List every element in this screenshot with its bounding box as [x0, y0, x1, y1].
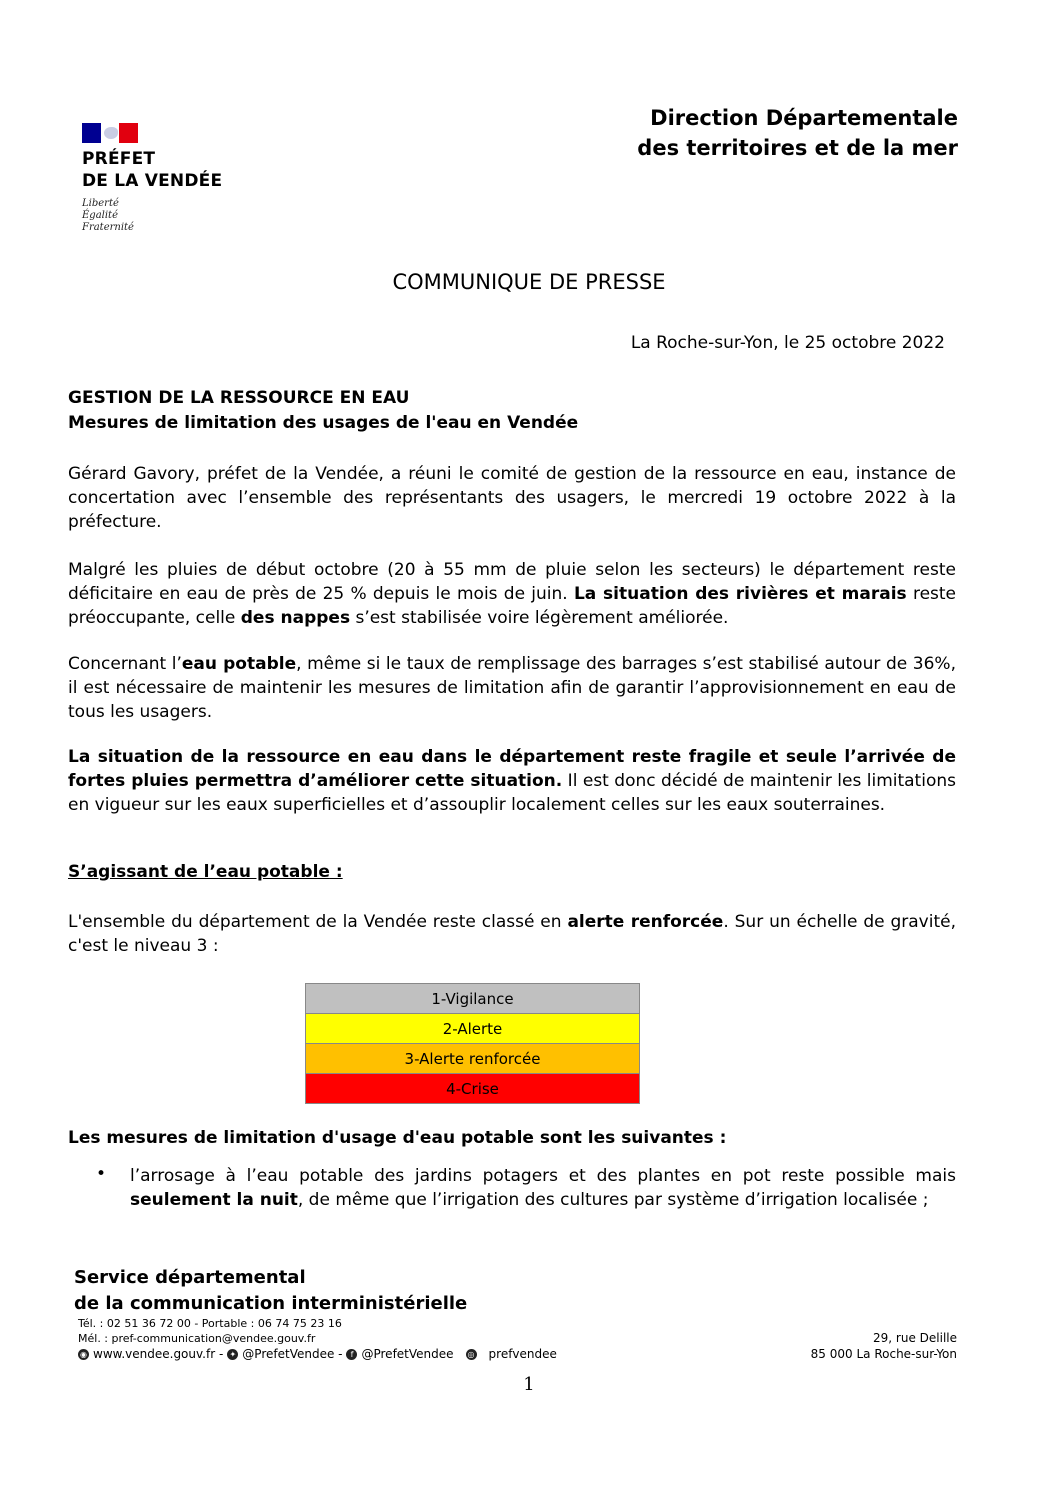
- globe-icon: ◉: [78, 1349, 89, 1360]
- contact-info: [78, 1316, 342, 1346]
- bullet-icon: •: [96, 1164, 107, 1184]
- facebook-link[interactable]: @PrefetVendee: [361, 1347, 454, 1361]
- instagram-link[interactable]: prefvendee: [488, 1347, 557, 1361]
- page-number: 1: [523, 1374, 535, 1395]
- paragraph-4: La situation de la ressource en eau dans le département reste fragile et seule l’arrivée de fortes pluies permettra d’améliorer cette situation. Il est donc décidé de maintenir les limitations en vigueur sur les eaux superficielles et d’assouplir localement celles sur les eaux souterraines.: [68, 747, 956, 815]
- social-links: [78, 1346, 557, 1362]
- paragraph-3: Concernant l’eau potable, même si le taux de remplissage des barrages s’est stabilisé autour de 36%, il est nécessaire de maintenir les mesures de limitation afin de garantir l’approvisionnement en eau de tous les usagers.: [68, 654, 956, 722]
- contact-tel: Tél. : 02 51 36 72 00 - Portable : 06 74 75 23 16: [78, 1317, 342, 1330]
- twitter-icon: ✦: [227, 1349, 238, 1360]
- gravity-scale-table: [305, 983, 640, 1104]
- paragraph-1: Gérard Gavory, préfet de la Vendée, a réuni le comité de gestion de la ressource en eau, instance de concertation avec l’ensemble des représentants des usagers, le mercredi 19 octobre 2022 à la préfecture.: [68, 464, 956, 532]
- postal-address: 29, rue Delille 85 000 La Roche-sur-Yon: [810, 1331, 957, 1361]
- measures-title: Les mesures de limitation d'usage d'eau potable sont les suivantes :: [68, 1128, 727, 1148]
- prefet-name: PRÉFET DE LA VENDÉE: [82, 149, 223, 191]
- website-link[interactable]: www.vendee.gouv.fr -: [93, 1347, 224, 1361]
- level-crise: 4-Crise: [306, 1074, 640, 1104]
- service-name: Service départemental de la communication interministérielle: [74, 1267, 468, 1314]
- instagram-icon: ◎: [466, 1349, 477, 1360]
- paragraph-5: L'ensemble du département de la Vendée reste classé en alerte renforcée. Sur un échelle de gravité, c'est le niveau 3 :: [68, 912, 956, 956]
- document-date: La Roche-sur-Yon, le 25 octobre 2022: [630, 333, 945, 353]
- subheading-eau-potable: S’agissant de l’eau potable :: [68, 862, 343, 882]
- twitter-link[interactable]: @PrefetVendee -: [242, 1347, 343, 1361]
- level-alerte-renforcee: 3-Alerte renforcée: [306, 1044, 640, 1074]
- contact-mel: Mél. : pref-communication@vendee.gouv.fr: [78, 1332, 316, 1345]
- level-alerte: 2-Alerte: [306, 1014, 640, 1044]
- document-title: COMMUNIQUE DE PRESSE: [392, 270, 666, 294]
- marianne-flag-icon: [82, 123, 138, 143]
- facebook-icon: f: [346, 1349, 357, 1360]
- paragraph-2: Malgré les pluies de début octobre (20 à 55 mm de pluie selon les secteurs) le département reste déficitaire en eau de près de 25 % depuis le mois de juin. La situation des rivières et marais reste préoccupante, celle des nappes s’est stabilisée voire légèrement améliorée.: [68, 560, 957, 628]
- section-heading: GESTION DE LA RESSOURCE EN EAU Mesures de limitation des usages de l'eau en Vendée: [68, 388, 579, 433]
- direction-title: Direction Départementale des territoires et de la mer: [637, 106, 958, 160]
- bullet-item-1: l’arrosage à l’eau potable des jardins potagers et des plantes en pot reste possible mais seulement la nuit, de même que l’irrigation des cultures par système d’irrigation localisée ;: [130, 1166, 956, 1210]
- level-vigilance: 1-Vigilance: [306, 984, 640, 1014]
- motto: Liberté Égalité Fraternité: [82, 198, 134, 233]
